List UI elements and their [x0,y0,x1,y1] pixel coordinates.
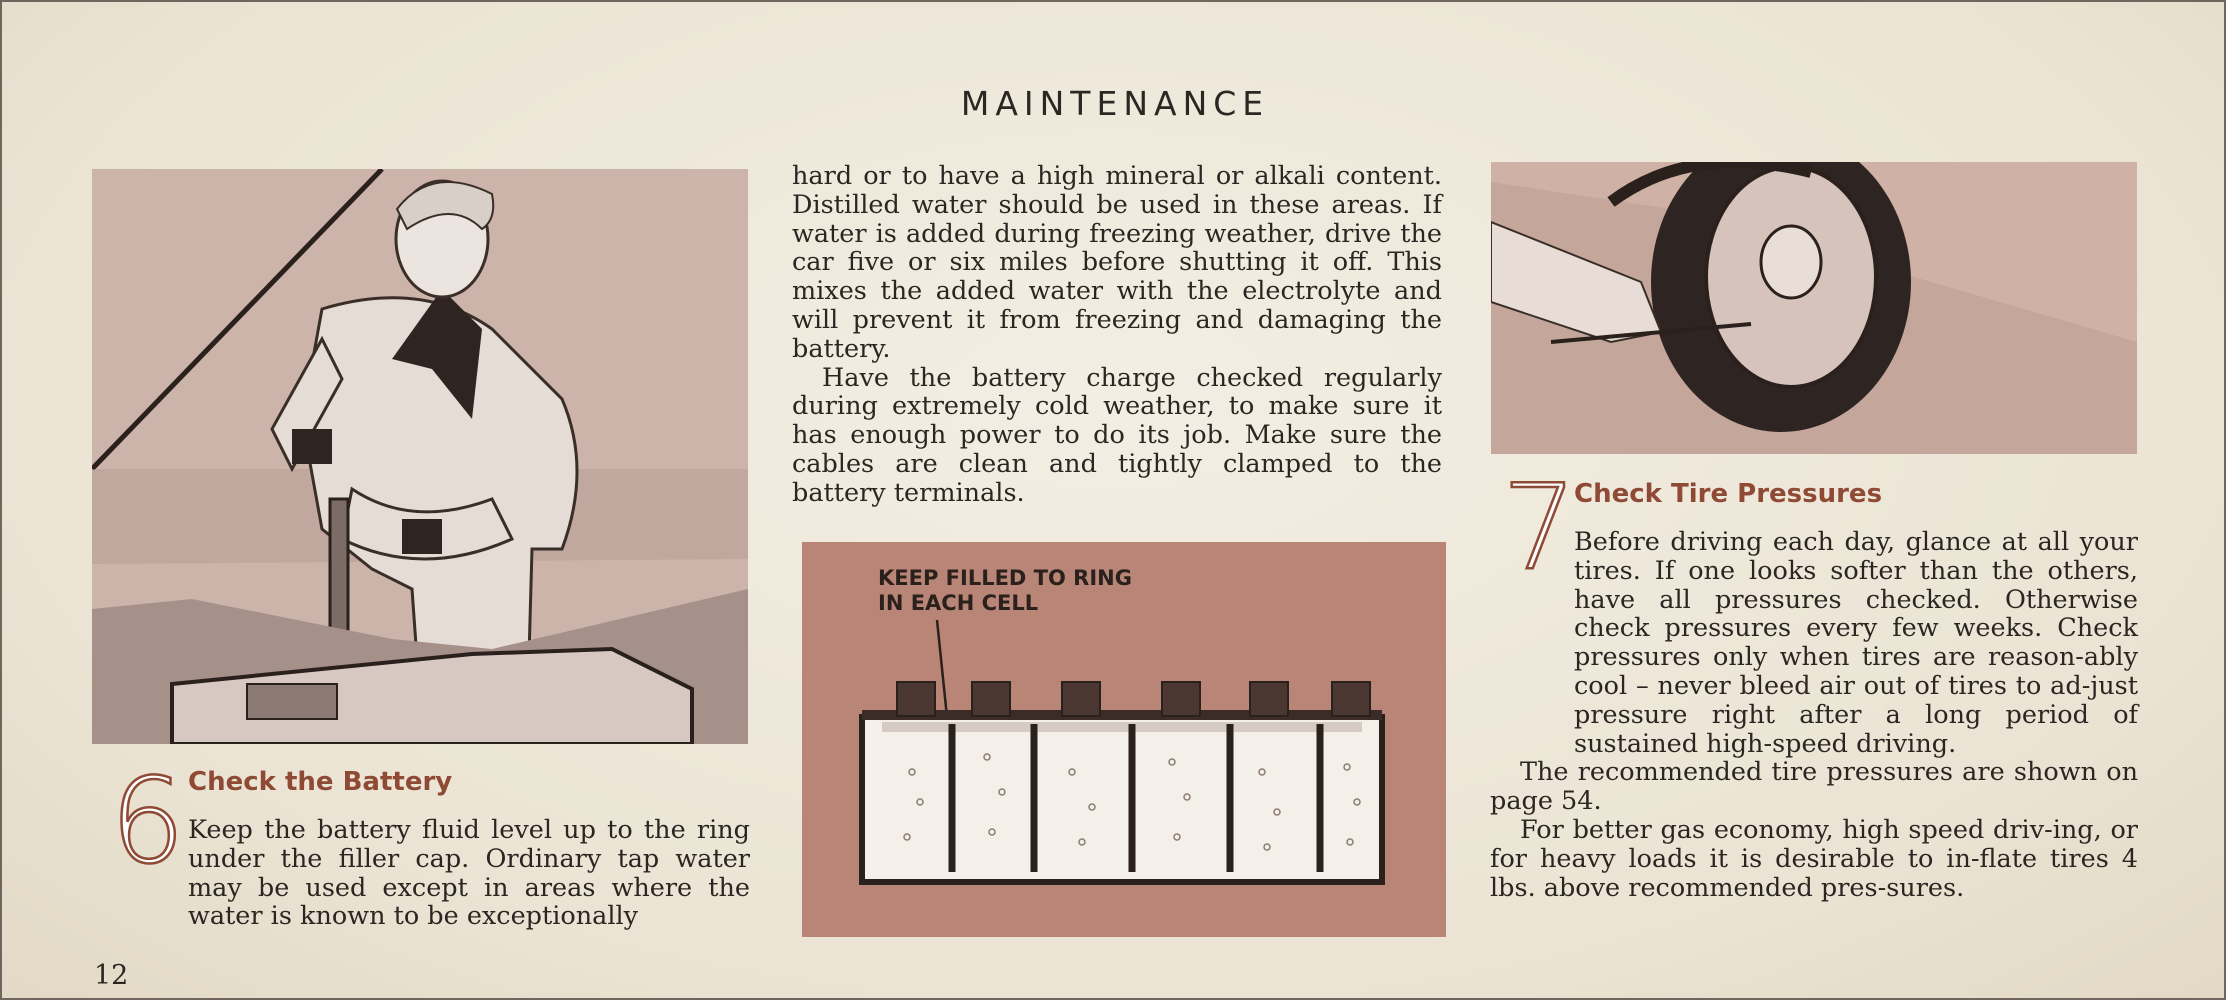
diagram-label [878,566,1132,616]
section-7-paragraph-1: Before driving each day, glance at all your tires. If one looks softer than the others, have all pressures checked. Otherwise check pressures every few weeks. Check pressures only when tires are reason-ably cool – never bleed air out of tires to ad-just pressure right after a long period of sustained high-speed driving. [1574,527,2138,759]
diagram-label-line-2: IN EACH CELL [878,591,1039,615]
tire-illustration [1491,162,2137,454]
section-6-paragraph-2: Have the battery charge checked regularly during extremely cold weather, to make sure it has enough power to do its job. Make sure the cables are clean and tightly clamped to the battery terminals. [792,362,1442,508]
battery-illustration [92,169,748,744]
section-7-text [1490,528,2138,902]
battery-cell-diagram [802,542,1446,937]
page-number: 12 [94,960,129,991]
middle-column-text [792,162,1442,508]
section-6-paragraph-continued: hard or to have a high mineral or alkali content. Distilled water should be used in these areas. If water is added during freezing weather, drive the car five or six miles before shutting it off. This mixes the added water with the electrolyte and will prevent it from freezing and damaging the battery. [792,161,1442,364]
section-6-text [102,816,750,936]
section-6-number: 6 [110,752,186,890]
section-7-number: 7 [1502,458,1578,596]
section-6-heading: Check the Battery [188,767,453,797]
diagram-label-line-1: KEEP FILLED TO RING [878,566,1132,590]
section-7-heading: Check Tire Pressures [1574,479,1883,509]
section-6-paragraph-start: Keep the battery fluid level up to the ring under the filler cap. Ordinary tap water may be used except in areas where the water is known to be exceptionally [188,815,750,932]
section-7-paragraph-2: The recommended tire pressures are shown on page 54. [1490,757,2138,817]
section-7-paragraph-3: For better gas economy, high speed driv-ing, or for heavy loads it is desirable to in-flate tires 4 lbs. above recommended pres-sures. [1490,814,2138,903]
page-title: MAINTENANCE [960,84,1270,123]
